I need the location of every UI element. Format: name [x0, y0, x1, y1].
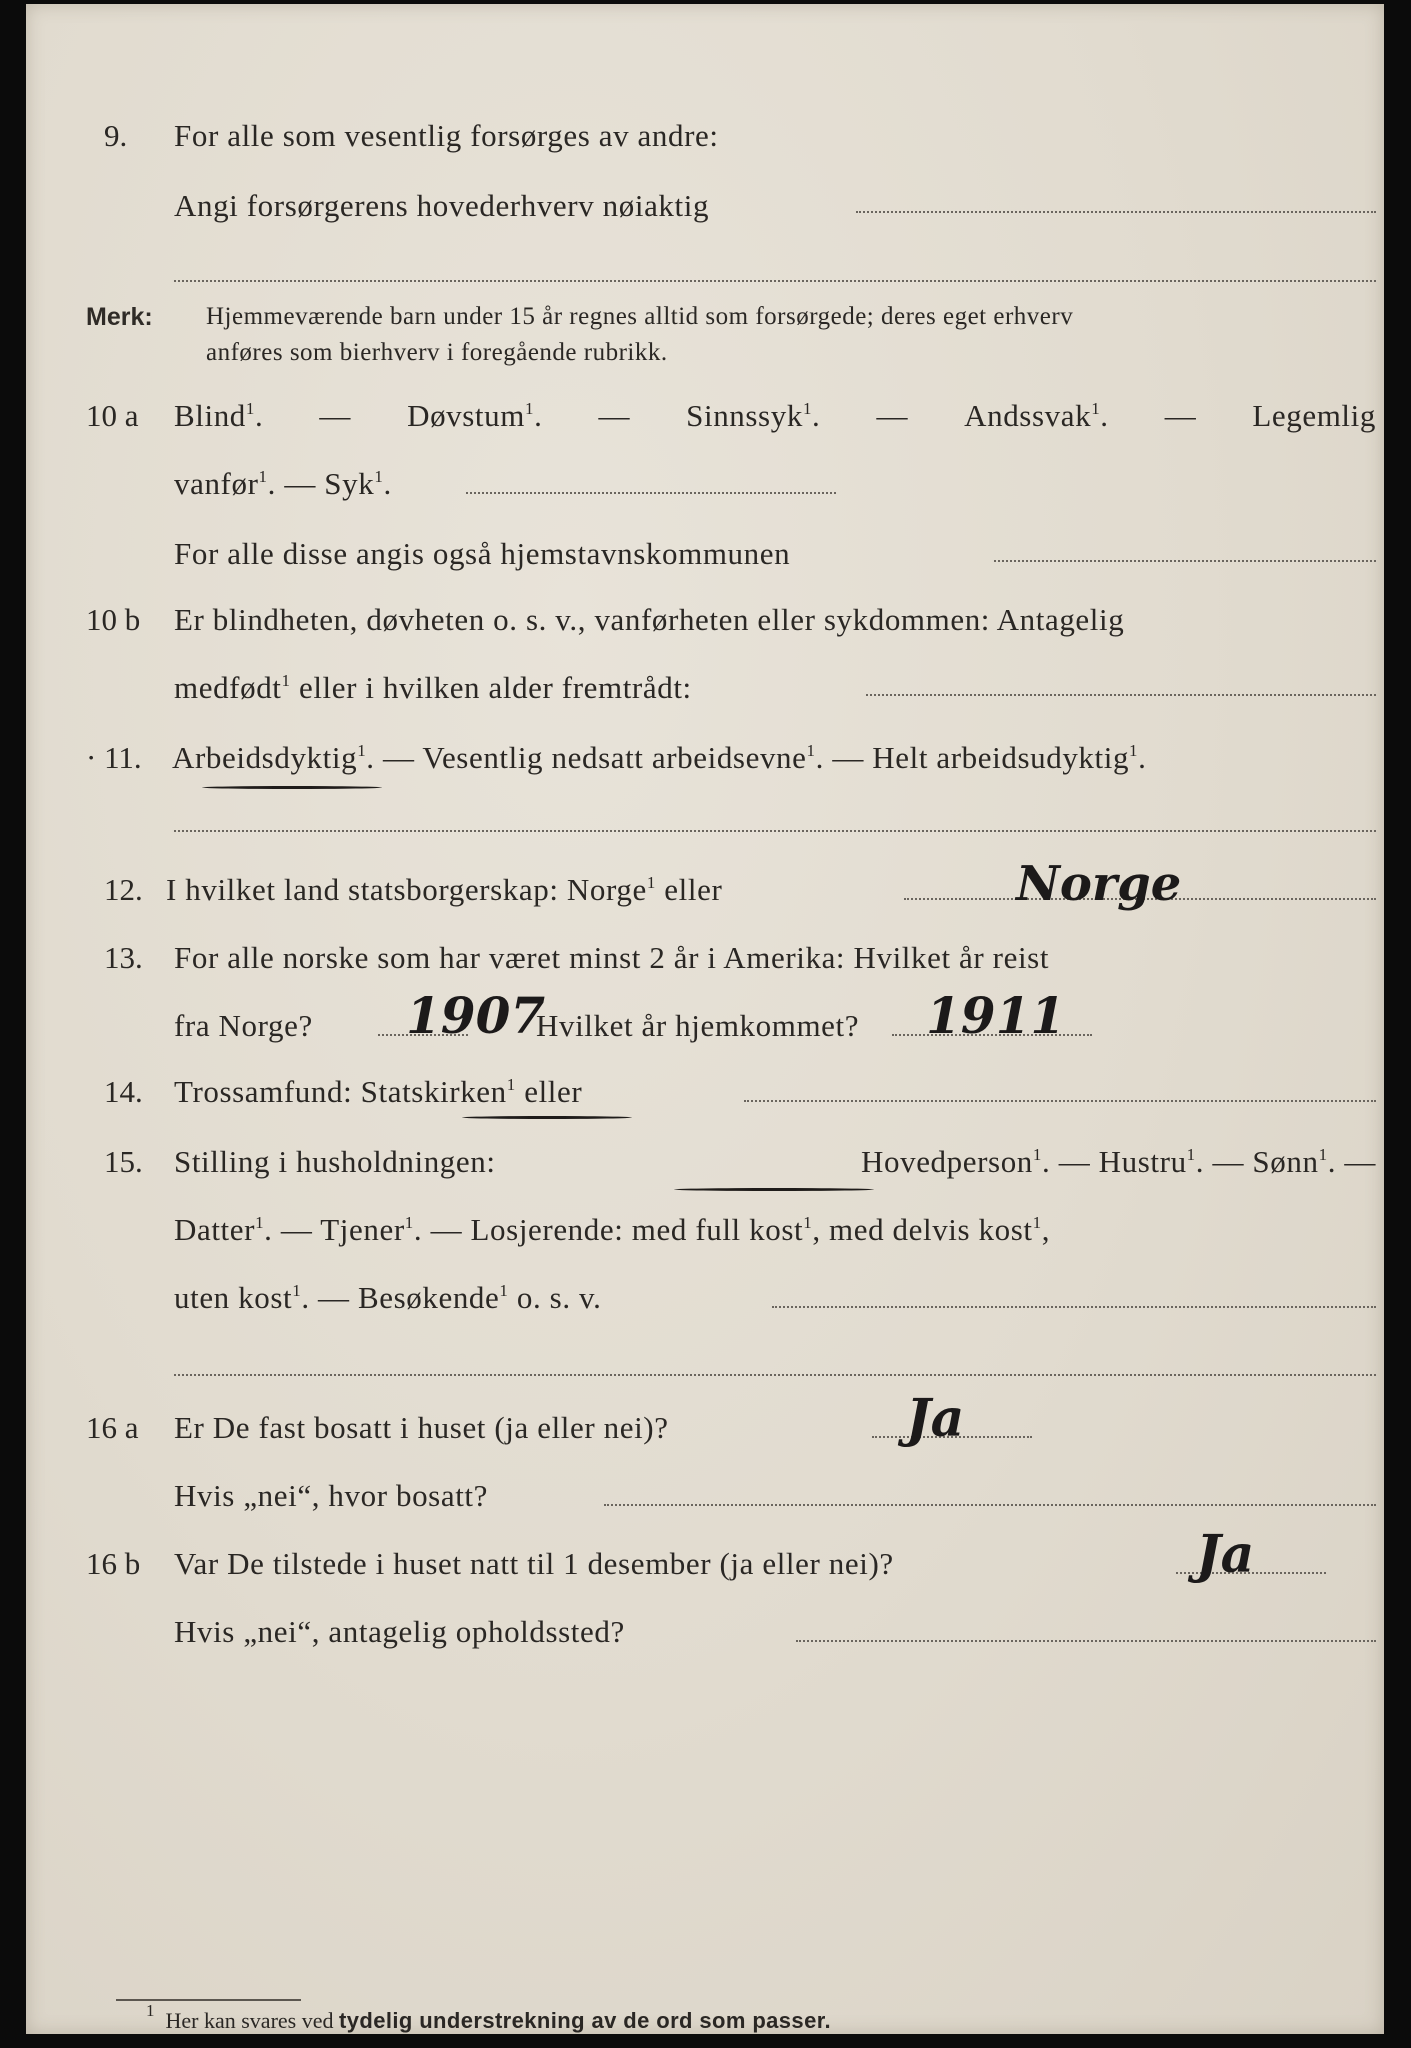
q13-line2a: fra Norge?	[174, 1008, 313, 1043]
merk-label: Merk:	[86, 303, 153, 331]
q14-handwritten-underline	[462, 1116, 632, 1119]
q15-answer-line-2	[174, 1374, 1376, 1376]
q10a-blind: Blind$^1$.	[174, 398, 264, 433]
q9-number: 9.	[104, 118, 128, 153]
merk-line2: anføres som bierhverv i foregående rubrikk.	[206, 339, 668, 366]
q10a-dash: —	[1164, 398, 1197, 433]
q16b-number: 16 b	[86, 1546, 141, 1581]
q10a-sinnssyk: Sinnssyk$^1$.	[686, 398, 821, 433]
q10a-kommune-line	[994, 560, 1376, 562]
q12-line: I hvilket land statsborgerskap: Norge$^1$ eller	[166, 872, 723, 907]
q10b-number: 10 b	[86, 602, 141, 637]
q11-handwritten-underline	[202, 786, 382, 789]
q15-line3: uten kost$^1$. — Besøkende$^1$ o. s. v.	[174, 1280, 602, 1315]
q10a-dash: —	[876, 398, 909, 433]
q12-number: 12.	[104, 872, 143, 907]
q10a-dash: —	[319, 398, 352, 433]
q9-answer-line	[856, 211, 1376, 213]
q13-line1: For alle norske som har været minst 2 år i Amerika: Hvilket år reist	[174, 940, 1050, 975]
q15-line2: Datter$^1$. — Tjener$^1$. — Losjerende: med full kost$^1$, med delvis kost$^1$,	[174, 1212, 1051, 1247]
merk-line1: Hjemmeværende barn under 15 år regnes alltid som forsørgede; deres eget erhverv	[206, 303, 1074, 330]
q15-handwritten-underline	[674, 1188, 874, 1191]
q10a-line1	[174, 396, 1376, 436]
q16b-line1: Var De tilstede i huset natt til 1 desember (ja eller nei)?	[174, 1546, 894, 1581]
q12-option-norge: Norge	[566, 872, 647, 907]
q10a-dovstum: Døvstum$^1$.	[407, 398, 543, 433]
q11-answer-line	[174, 830, 1376, 832]
q10a-andssvak: Andssvak$^1$.	[964, 398, 1109, 433]
q10b-line2: medfødt$^1$ eller i hvilken alder fremtrådt:	[174, 670, 692, 705]
q14-line: Trossamfund: Statskirken$^1$ eller	[174, 1074, 583, 1109]
footnote: $^1$ Her kan svares ved tydelig understrekning av de ord som passer.	[146, 2001, 831, 2033]
q10b-line1: Er blindheten, døvheten o. s. v., vanførheten eller sykdommen: Antagelig	[174, 602, 1125, 637]
q16a-line2: Hvis „nei“, hvor bosatt?	[174, 1478, 488, 1513]
q16a-bosatt-line	[604, 1504, 1376, 1506]
q10b-answer-line	[866, 694, 1376, 696]
q15-line1: Stilling i husholdningen: Hovedperson$^1$. — Hustru$^1$. — Sønn$^1$. —	[174, 1144, 1376, 1179]
q10a-answer-line	[466, 492, 836, 494]
q13-line2b: Hvilket år hjemkommet?	[536, 1008, 860, 1043]
q14-option-statskirken: Statskirken	[360, 1074, 507, 1109]
q9-line2: Angi forsørgerens hovederhverv nøiaktig	[174, 188, 710, 223]
q13-number: 13.	[104, 940, 143, 975]
footnote-rule	[116, 1999, 301, 2001]
q15-number: 15.	[104, 1144, 143, 1179]
census-form-page	[26, 4, 1384, 2034]
q14-number: 14.	[104, 1074, 143, 1109]
q14-answer-line	[744, 1100, 1376, 1102]
q16a-line1: Er De fast bosatt i huset (ja eller nei)?	[174, 1410, 669, 1445]
q10a-legemlig: Legemlig	[1252, 398, 1376, 433]
q11-number: · 11.	[86, 740, 142, 775]
q13-handwritten-year-left: 1907	[406, 986, 546, 1045]
q15-option-hovedperson: Hovedperson	[861, 1144, 1033, 1179]
q11-option-arbeidsdyktig: Arbeidsdyktig	[172, 740, 358, 775]
q16a-handwritten-answer: Ja	[906, 1388, 965, 1449]
q10a-line3: For alle disse angis også hjemstavnskommunen	[174, 536, 791, 571]
q9-answer-line-2	[174, 280, 1376, 282]
q10a-line2: vanfør$^1$. — Syk$^1$.	[174, 466, 392, 501]
q16b-handwritten-answer: Ja	[1196, 1524, 1255, 1585]
q15-answer-line	[772, 1306, 1376, 1308]
q13-handwritten-year-return: 1911	[926, 986, 1066, 1045]
q16b-line2: Hvis „nei“, antagelig opholdssted?	[174, 1614, 625, 1649]
q16a-number: 16 a	[86, 1410, 139, 1445]
q10a-dash: —	[598, 398, 631, 433]
q11-line: Arbeidsdyktig$^1$. — Vesentlig nedsatt arbeidsevne$^1$. — Helt arbeidsudyktig$^1$.	[172, 740, 1147, 775]
q12-handwritten-answer: Norge	[1016, 856, 1182, 912]
q16b-opholdssted-line	[796, 1640, 1376, 1642]
q9-line1: For alle som vesentlig forsørges av andre:	[174, 118, 719, 153]
q10a-number: 10 a	[86, 398, 139, 433]
